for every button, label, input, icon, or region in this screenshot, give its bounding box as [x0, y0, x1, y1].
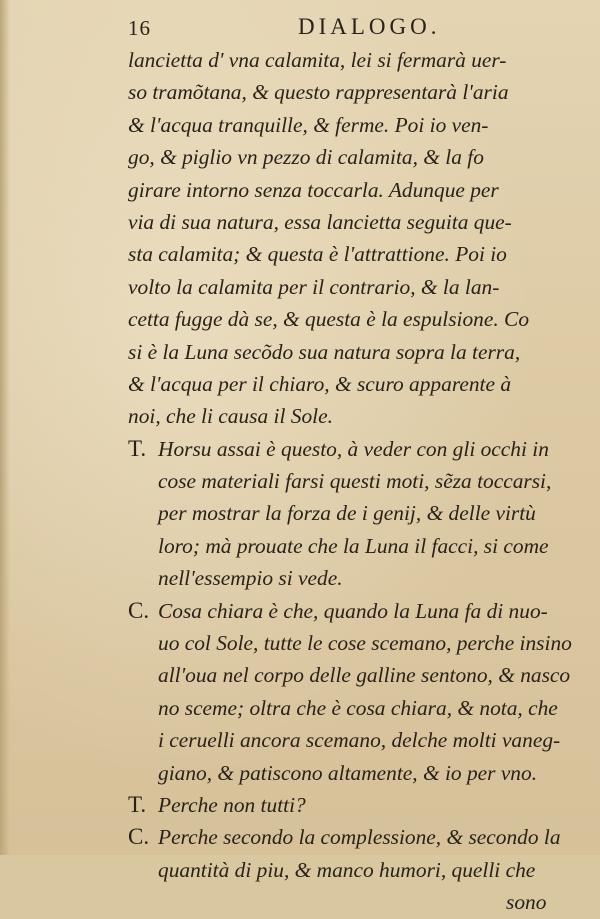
text-line: [128, 757, 588, 789]
line-text: i ceruelli ancora scemano, delche molti vaneg-: [158, 728, 561, 753]
line-text: Cosa chiara è che, quando la Luna fa di nuo-: [158, 598, 548, 623]
line-text: sta calamita; & questa è l'attrattione. Poi io: [128, 242, 507, 267]
text-line: [128, 368, 588, 400]
catchword: sono: [506, 890, 547, 915]
text-line: [128, 336, 588, 368]
line-text: lancietta d' vna calamita, lei si fermarà uer-: [128, 48, 507, 72]
text-line: [128, 465, 588, 497]
line-text: volto la calamita per il contrario, & la lan-: [128, 274, 500, 299]
text-line: [128, 854, 588, 886]
text-line: [128, 659, 588, 691]
line-text: no sceme; oltra che è cosa chiara, & nota, che: [158, 695, 558, 720]
page-number: 16: [128, 16, 151, 40]
line-text: all'oua nel corpo delle galline sentono, & nasco: [158, 663, 571, 688]
text-line: [128, 627, 588, 659]
text-line: [128, 595, 588, 627]
line-text: girare intorno senza toccarla. Adunque per: [128, 177, 499, 202]
line-text: via di sua natura, essa lancietta seguita que-: [128, 209, 512, 234]
line-text: cetta fugge dà se, & questa è la espulsione. Co: [128, 307, 530, 332]
line-text: so tramõtana, & questo rappresentarà l'aria: [128, 80, 509, 105]
line-text: & l'acqua tranquille, & ferme. Poi io ven-: [128, 112, 489, 137]
text-line: [128, 238, 588, 270]
speaker-label: T.: [128, 791, 147, 817]
line-text: noi, che li causa il Sole.: [128, 404, 333, 429]
text-line: [128, 206, 588, 238]
line-text: Horsu assai è questo, à veder con gli occhi in: [158, 436, 549, 461]
text-line: [128, 789, 588, 821]
text-line: [128, 174, 588, 206]
line-text: & l'acqua per il chiaro, & scuro apparente à: [128, 371, 512, 396]
text-line: [128, 497, 588, 529]
line-text: giano, & patiscono altamente, & io per vno.: [158, 760, 538, 785]
line-text: loro; mà prouate che la Luna il facci, si come: [158, 533, 549, 558]
speaker-label: T.: [128, 435, 147, 461]
line-text: si è la Luna secõdo sua natura sopra la terra,: [128, 339, 521, 364]
line-text: per mostrar la forza de i genij, & delle virtù: [158, 501, 536, 526]
text-line: [128, 692, 588, 724]
text-line: [128, 271, 588, 303]
text-line: [128, 433, 588, 465]
text-line: [128, 303, 588, 335]
text-block: [128, 44, 588, 919]
speaker-label: C.: [128, 824, 150, 850]
text-line: [128, 724, 588, 756]
text-line: [128, 109, 588, 141]
page-gutter-shadow: [0, 0, 10, 855]
text-line: [128, 44, 588, 76]
line-text: uo col Sole, tutte le cose scemano, perche insino: [158, 631, 572, 656]
line-text: Perche non tutti?: [158, 792, 306, 817]
running-title: DIALOGO.: [298, 14, 441, 39]
line-text: nell'essempio si vede.: [158, 566, 343, 591]
text-line: [128, 530, 588, 562]
text-line: [128, 76, 588, 108]
line-text: quantità di piu, & manco humori, quelli che: [158, 857, 536, 882]
text-line: [128, 400, 588, 432]
line-text: Perche secondo la complessione, & secondo la: [158, 825, 561, 850]
page-header: [0, 14, 600, 44]
speaker-label: C.: [128, 597, 150, 623]
text-line: [128, 562, 588, 594]
line-text: go, & piglio vn pezzo di calamita, & la fo: [128, 145, 484, 170]
text-line: [128, 141, 588, 173]
line-text: cose materiali farsi questi moti, sẽza toccarsi,: [158, 469, 552, 494]
text-line: [128, 821, 588, 853]
